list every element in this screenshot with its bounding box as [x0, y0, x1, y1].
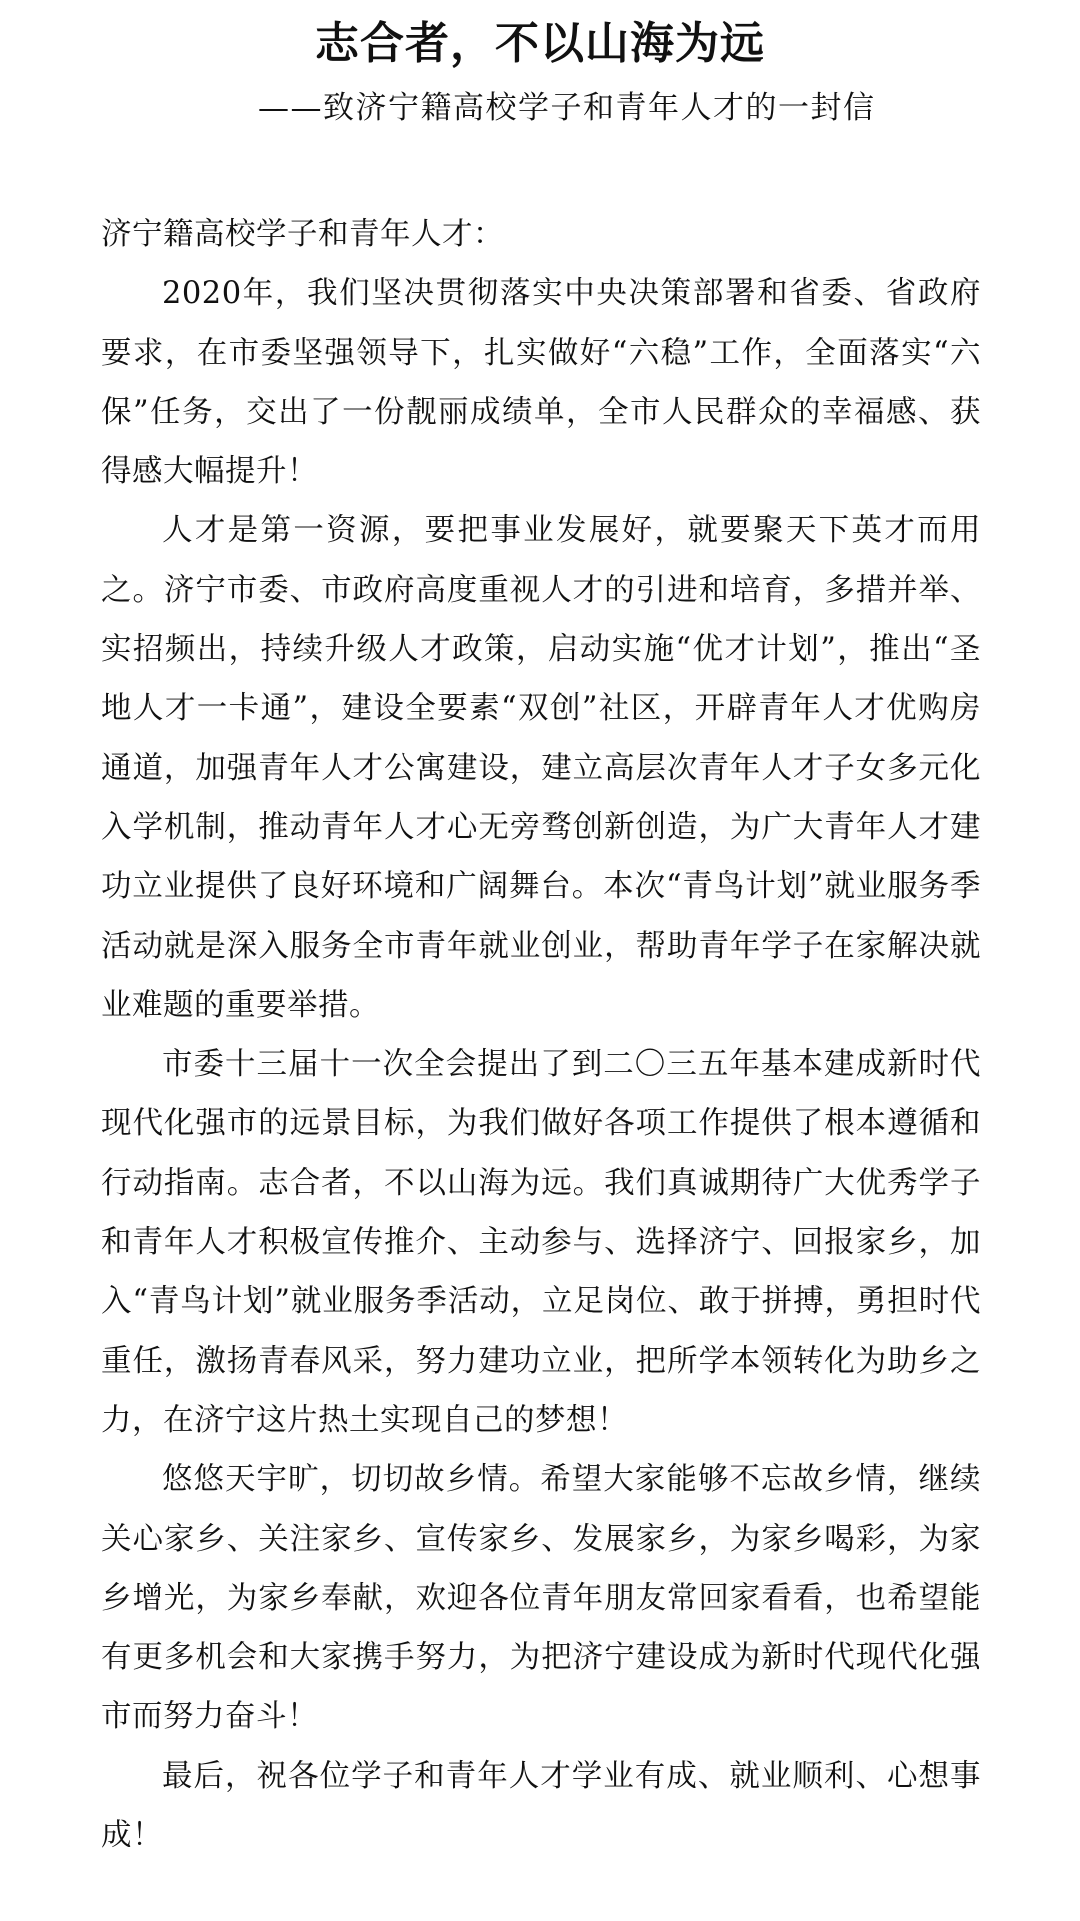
letter-subtitle: ——致济宁籍高校学子和青年人才的一封信: [258, 90, 876, 126]
paragraph-vision: 市委十三届十一次全会提出了到二〇三五年基本建成新时代现代化强市的远景目标，为我们做好各项工作提供了根本遵循和行动指南。志合者，不以山海为远。我们真诚期待广大优秀学子和青年人才积极宣传推介、主动参与、选择济宁、回报家乡，加入“青鸟计划”就业服务季活动，立足岗位、敢于拼搏，勇担时代重任，激扬青春风采，努力建功立业，把所学本领转化为助乡之力，在济宁这片热土实现自己的梦想！: [101, 1047, 981, 1438]
salutation: 济宁籍高校学子和青年人才：: [101, 217, 504, 252]
paragraph-closing: 最后，祝各位学子和青年人才学业有成、就业顺利、心想事成！: [101, 1758, 981, 1854]
paragraph-hometown: 悠悠天宇旷，切切故乡情。希望大家能够不忘故乡情，继续关心家乡、关注家乡、宣传家乡、发展家乡，为家乡喝彩，为家乡增光，为家乡奉献，欢迎各位青年朋友常回家看看，也希望能有更多机会和大家携手努力，为把济宁建设成为新时代现代化强市而努力奋斗！: [101, 1462, 981, 1735]
paragraph-talent-policy: 人才是第一资源，要把事业发展好，就要聚天下英才而用之。济宁市委、市政府高度重视人才的引进和培育，多措并举、实招频出，持续升级人才政策，启动实施“优才计划”，推出“圣地人才一卡通”，建设全要素“双创”社区，开辟青年人才优购房通道，加强青年人才公寓建设，建立高层次青年人才子女多元化入学机制，推动青年人才心无旁骛创新创造，为广大青年人才建功立业提供了良好环境和广阔舞台。本次“青鸟计划”就业服务季活动就是深入服务全市青年就业创业，帮助青年学子在家解决就业难题的重要举措。: [101, 513, 981, 1023]
letter-title: 志合者，不以山海为远: [315, 18, 765, 69]
paragraph-achievements: 2020年，我们坚决贯彻落实中央决策部署和省委、省政府要求，在市委坚强领导下，扎实做好“六稳”工作，全面落实“六保”任务，交出了一份靓丽成绩单，全市人民群众的幸福感、获得感大幅提升！: [101, 276, 981, 490]
letter-body: [101, 205, 981, 1865]
